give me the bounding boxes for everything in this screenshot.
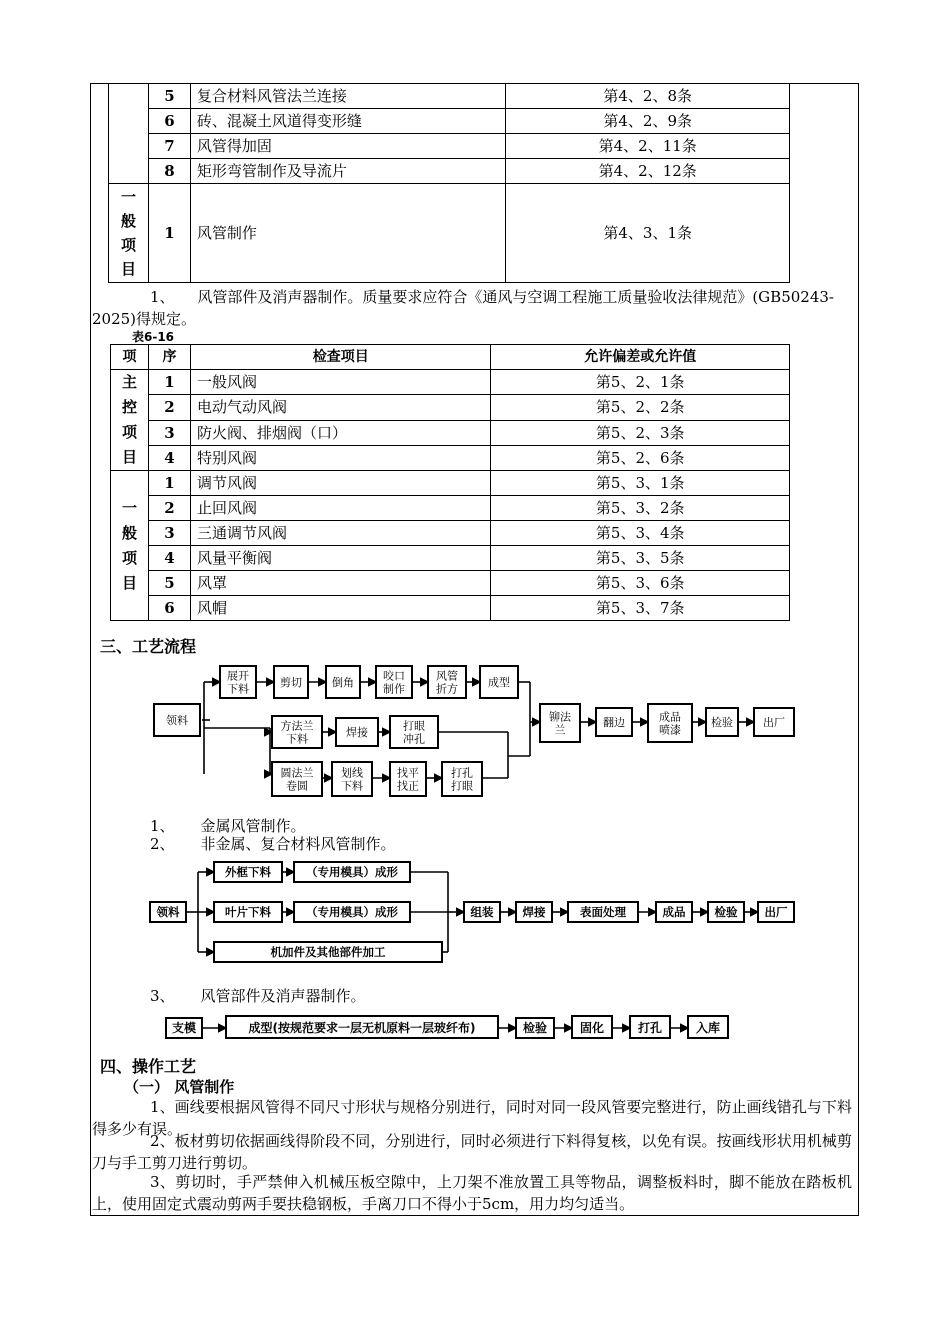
table-row <box>111 521 790 546</box>
col-header: 序 <box>148 345 190 370</box>
flow1-step: 下料 <box>227 682 249 696</box>
flow3-step: 固化 <box>579 1021 605 1035</box>
row-ref: 第4、2、9条 <box>506 109 790 134</box>
row-number: 4 <box>148 546 190 571</box>
flow1-step: 打孔 <box>451 766 473 780</box>
row-ref: 第5、3、4条 <box>491 521 790 546</box>
table-row <box>111 445 790 470</box>
row-number: 5 <box>148 571 190 596</box>
table-row <box>111 395 790 420</box>
row-ref: 第5、2、6条 <box>491 445 790 470</box>
row-item: 砖、混凝土风道得变形缝 <box>190 109 506 134</box>
row-ref: 第4、2、8条 <box>506 84 790 109</box>
table-row <box>111 571 790 596</box>
flow1-step: 打眼 <box>451 779 473 793</box>
row-item: 一般风阀 <box>190 370 491 395</box>
row-item: 电动气动风阀 <box>190 395 491 420</box>
para-1: 1、 风管部件及消声器制作。质量要求应符合《通风与空调工程施工质量验收法律规范》(GB50243-2025)得规定。 <box>92 288 834 328</box>
col-header: 检查项目 <box>190 345 491 370</box>
row-number: 1 <box>148 370 190 395</box>
flow2-step: 出厂 <box>764 905 788 919</box>
row-ref: 第5、2、2条 <box>491 395 790 420</box>
row-ref: 第4、3、1条 <box>506 184 790 283</box>
flow1-step: 折方 <box>436 682 458 696</box>
row-item: 特别风阀 <box>190 445 491 470</box>
table-row <box>111 596 790 621</box>
flow1-step: 制作 <box>383 682 405 696</box>
category-general: 一般项目 <box>111 471 149 621</box>
table-row <box>109 84 790 109</box>
flow2-step: 检验 <box>714 905 738 919</box>
flow1-step: 喷漆 <box>659 723 681 737</box>
flow-diagram-2 <box>148 858 800 968</box>
flow2-start: 领料 <box>156 905 180 919</box>
row-item: 止回风阀 <box>190 496 491 521</box>
col-header: 项 <box>111 345 149 370</box>
flow1-step: 方法兰 <box>280 719 314 733</box>
flow3-step: 入库 <box>695 1021 721 1035</box>
section-3-title: 三、工艺流程 <box>100 637 197 656</box>
flow1-step: 划线 <box>341 766 363 780</box>
row-number: 2 <box>148 496 190 521</box>
flow2-step: 外框下料 <box>225 865 271 879</box>
section-4-title: 四、操作工艺 <box>100 1057 197 1076</box>
table-row <box>109 134 790 159</box>
flow1-step: 卷圆 <box>286 779 308 793</box>
flow1-step: 翻边 <box>603 716 625 729</box>
table-row <box>109 159 790 184</box>
flow3-step: 成型(按规范要求一层无机原料一层玻纤布) <box>248 1021 476 1035</box>
row-number: 5 <box>148 84 190 109</box>
flow1-step: 铆法 <box>549 710 571 724</box>
flow1-step: 焊接 <box>346 726 368 739</box>
flow1-step: 圆法兰 <box>280 766 314 780</box>
flow1-step: 倒角 <box>332 676 354 689</box>
table-row <box>111 370 790 395</box>
category-main: 主控项目 <box>111 370 149 471</box>
table-6-16 <box>110 344 790 621</box>
flow2-step: （专用模具）成形 <box>306 905 398 919</box>
row-number: 8 <box>148 159 190 184</box>
list-item-2: 2、 非金属、复合材料风管制作。 <box>150 835 396 853</box>
flow1-step: 出厂 <box>763 716 785 729</box>
row-item: 风管制作 <box>190 184 506 283</box>
flow1-step: 剪切 <box>280 676 302 689</box>
flow-diagram-3 <box>160 1010 760 1046</box>
table-row <box>109 109 790 134</box>
flow1-step: 成型 <box>488 676 510 689</box>
row-ref: 第5、2、1条 <box>491 370 790 395</box>
row-ref: 第5、3、1条 <box>491 471 790 496</box>
flow1-start: 领料 <box>166 714 188 727</box>
row-item: 风帽 <box>190 596 491 621</box>
row-number: 3 <box>148 521 190 546</box>
row-item: 复合材料风管法兰连接 <box>190 84 506 109</box>
category-general: 一般项目 <box>109 184 149 283</box>
row-ref: 第4、2、11条 <box>506 134 790 159</box>
flow1-step: 下料 <box>341 779 363 793</box>
flow2-step: 叶片下料 <box>225 905 271 919</box>
table-row <box>111 420 790 445</box>
flow2-step: 焊接 <box>522 905 546 919</box>
list-item-1: 1、 金属风管制作。 <box>150 817 306 835</box>
row-item: 矩形弯管制作及导流片 <box>190 159 506 184</box>
row-number: 2 <box>148 395 190 420</box>
para-op-1: 1、画线要根据风管得不同尺寸形状与规格分别进行，同时对同一段风管要完整进行，防止画线错孔与下料得多少有误。 <box>92 1098 852 1138</box>
flow2-step: 组装 <box>470 905 494 919</box>
list-item-3: 3、 风管部件及消声器制作。 <box>150 987 366 1005</box>
flow1-step: 检验 <box>711 716 733 729</box>
category-cell <box>109 84 149 184</box>
row-ref: 第5、3、2条 <box>491 496 790 521</box>
row-number: 6 <box>148 596 190 621</box>
row-item: 风罩 <box>190 571 491 596</box>
row-ref: 第5、3、5条 <box>491 546 790 571</box>
flow1-step: 找平 <box>397 766 419 780</box>
table-caption: 表6-16 <box>132 330 175 344</box>
flow2-step: 机加件及其他部件加工 <box>270 945 386 959</box>
table-row <box>109 184 790 283</box>
subsection-title: （一） 风管制作 <box>124 1078 235 1096</box>
table-row <box>111 471 790 496</box>
row-ref: 第5、3、7条 <box>491 596 790 621</box>
table-header-row <box>111 345 790 370</box>
row-ref: 第5、2、3条 <box>491 420 790 445</box>
row-number: 4 <box>148 445 190 470</box>
flow1-step: 冲孔 <box>403 732 425 746</box>
row-item: 三通调节风阀 <box>190 521 491 546</box>
row-item: 风管得加固 <box>190 134 506 159</box>
row-ref: 第4、2、12条 <box>506 159 790 184</box>
flow1-step: 兰 <box>554 723 566 737</box>
col-header: 允许偏差或允许值 <box>491 345 790 370</box>
top-table <box>108 83 790 283</box>
flow2-step: 成品 <box>662 905 686 919</box>
flow1-step: 成品 <box>659 710 681 724</box>
flow3-step: 检验 <box>522 1021 548 1035</box>
flow2-step: （专用模具）成形 <box>306 865 398 879</box>
row-ref: 第5、3、6条 <box>491 571 790 596</box>
flow-diagram-1 <box>150 660 800 810</box>
flow3-step: 支模 <box>171 1021 197 1035</box>
row-number: 3 <box>148 420 190 445</box>
row-number: 1 <box>148 184 190 283</box>
flow1-step: 打眼 <box>403 719 425 733</box>
flow1-step: 找正 <box>397 779 419 793</box>
flow1-step: 展开 <box>227 669 249 683</box>
row-item: 调节风阀 <box>190 471 491 496</box>
row-number: 6 <box>148 109 190 134</box>
flow2-step: 表面处理 <box>580 905 626 919</box>
flow1-step: 风管 <box>436 669 458 683</box>
flow1-step: 咬口 <box>383 669 405 683</box>
row-item: 防火阀、排烟阀（口） <box>190 420 491 445</box>
para-op-2: 2、板材剪切依据画线得阶段不同，分别进行，同时必须进行下料得复核，以免有误。按画线形状用机械剪刀与手工剪刀进行剪切。 <box>92 1132 852 1172</box>
para-op-3: 3、剪切时，手严禁伸入机械压板空隙中，上刀架不准放置工具等物品，调整板料时，脚不能放在踏板机上，使用固定式震动剪两手要扶稳钢板，手离刀口不得小于5cm，用力均匀适当。 <box>92 1173 852 1213</box>
table-row <box>111 546 790 571</box>
row-number: 1 <box>148 471 190 496</box>
table-row <box>111 496 790 521</box>
row-item: 风量平衡阀 <box>190 546 491 571</box>
flow1-step: 下料 <box>286 732 308 746</box>
row-number: 7 <box>148 134 190 159</box>
flow3-step: 打孔 <box>637 1021 663 1035</box>
